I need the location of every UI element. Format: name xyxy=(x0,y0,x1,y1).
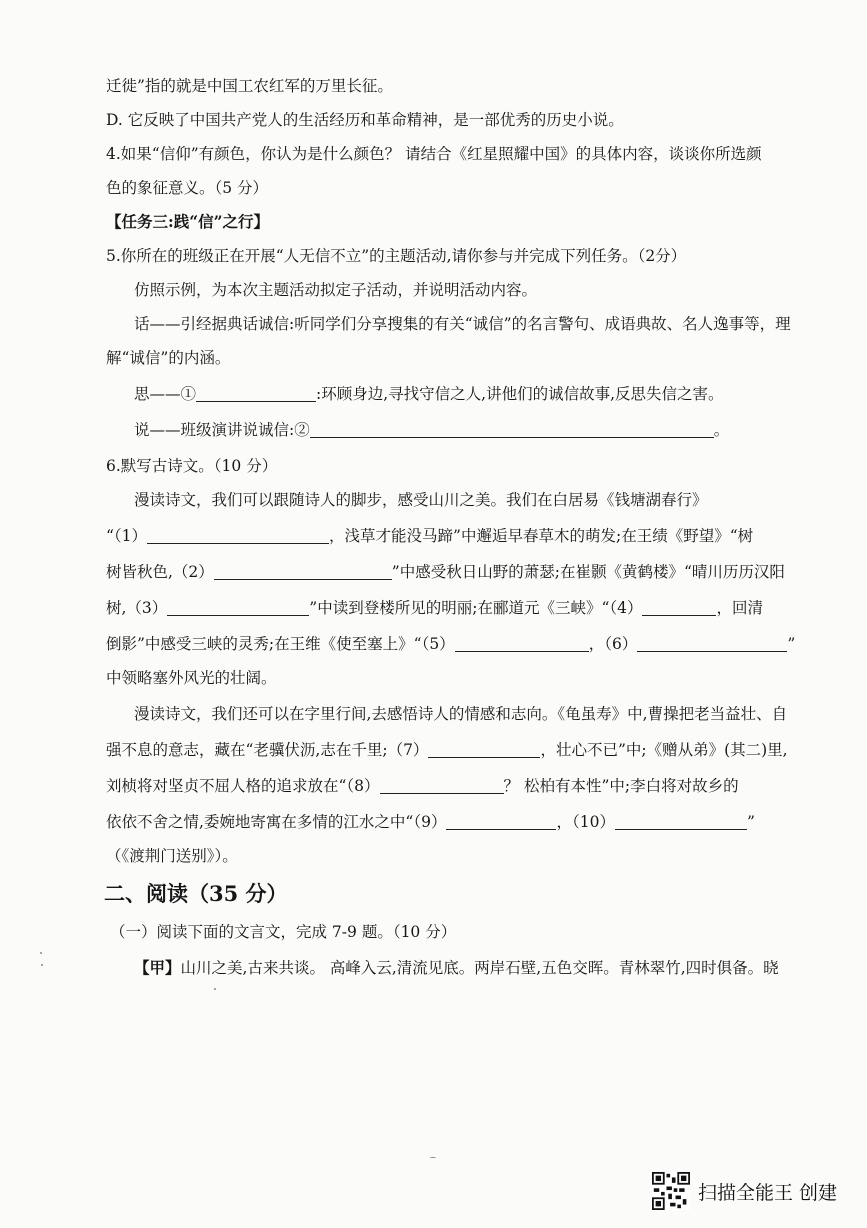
question-5: 5.你所在的班级正在开展“人无信不立”的主题活动,请你参与并完成下列任务。（2分） xyxy=(106,247,687,265)
poetry-line: 刘桢将对坚贞不屈人格的追求放在“（8） ？ 松柏有本性”中;李白将对故乡的 xyxy=(106,777,739,795)
poetry-blank-7[interactable] xyxy=(428,741,540,758)
reading-passage: 【甲】山川之美,古来共谈。 高峰入云,清流见底。两岸石壁,五色交晖。青林翠竹,四时俱备。晓 xyxy=(134,958,779,977)
poetry-intro: 漫读诗文，我们可以跟随诗人的脚步，感受山川之美。我们在白居易《钱塘湖春行》 xyxy=(134,491,708,509)
question-6: 6.默写古诗文。（10 分） xyxy=(106,457,278,475)
poetry-blank-2[interactable] xyxy=(214,563,392,580)
fill-blank-2[interactable] xyxy=(310,421,714,438)
poetry-line: 依依不舍之情,委婉地寄寓在多情的江水之中“（9） ，（10） ” xyxy=(106,813,755,831)
poetry-line: 树,（3） ”中读到登楼所见的明丽;在郦道元《三峡》“（4） ，回清 xyxy=(106,599,763,617)
answer-line-2: 说——班级演讲说诚信:② 。 xyxy=(134,421,730,439)
question-4: 4.如果“信仰”有颜色，你认为是什么颜色？ 请结合《红星照耀中国》的具体内容，谈谈你所选颜 xyxy=(106,145,762,163)
poetry-source: （《渡荆门送别》）。 xyxy=(106,847,238,865)
scanner-watermark xyxy=(652,1171,837,1211)
scan-speck xyxy=(41,964,43,966)
poetry-blank-5[interactable] xyxy=(455,635,589,652)
poetry-blank-9[interactable] xyxy=(446,813,556,830)
question-5-instruction: 仿照示例，为本次主题活动拟定子活动，并说明活动内容。 xyxy=(134,281,538,299)
answer-line-1: 思——① :环顾身边,寻找守信之人,讲他们的诚信故事,反思失信之害。 xyxy=(134,385,724,403)
qr-code-icon xyxy=(652,1172,690,1210)
option-d: D. 它反映了中国共产党人的生活经历和革命精神，是一部优秀的历史小说。 xyxy=(106,111,624,129)
reading-instruction: （一）阅读下面的文言文，完成 7-9 题。（10 分） xyxy=(110,923,457,941)
poetry-intro-2: 漫读诗文，我们还可以在字里行间,去感悟诗人的情感和志向。《龟虽寿》中,曹操把老当益壮、自 xyxy=(134,705,788,723)
poetry-blank-4[interactable] xyxy=(642,599,716,616)
text-line: 迁徙”指的就是中国工农红军的万里长征。 xyxy=(106,77,393,95)
poetry-blank-10[interactable] xyxy=(615,813,747,830)
poetry-blank-6[interactable] xyxy=(637,635,787,652)
section-heading: 二、阅读（35 分） xyxy=(104,881,288,906)
scan-speck xyxy=(430,1157,436,1158)
poetry-line: “（1） ，浅草才能没马蹄”中邂逅早春草木的萌发;在王绩《野望》“树 xyxy=(106,527,754,545)
example-line-cont: 解“诚信”的内涵。 xyxy=(106,349,231,367)
example-line: 话——引经据典话诚信:听同学们分享搜集的有关“诚信”的名言警句、成语典故、名人逸事等，理 xyxy=(134,315,791,333)
poetry-blank-8[interactable] xyxy=(380,777,504,794)
task-three-heading: 【任务三:践“信”之行】 xyxy=(106,212,270,231)
scan-speck xyxy=(40,952,42,954)
scan-speck xyxy=(214,988,216,990)
poetry-line: 倒影”中感受三峡的灵秀;在王维《使至塞上》“（5） ，（6） ” xyxy=(106,635,796,653)
poetry-blank-3[interactable] xyxy=(167,599,309,616)
watermark-text: 扫描全能王 创建 xyxy=(698,1181,838,1204)
poetry-line: 树皆秋色,（2） ”中感受秋日山野的萧瑟;在崔颢《黄鹤楼》“晴川历历汉阳 xyxy=(106,563,785,581)
question-4-cont: 色的象征意义。（5 分） xyxy=(106,179,269,197)
fill-blank-1[interactable] xyxy=(196,385,316,402)
poetry-blank-1[interactable] xyxy=(147,527,329,544)
poetry-line: 强不息的意志，藏在“老骥伏沥,志在千里;（7） ，壮心不已”中;《赠从弟》(其二)里, xyxy=(106,741,788,759)
poetry-line: 中领略塞外风光的壮阔。 xyxy=(106,669,277,687)
